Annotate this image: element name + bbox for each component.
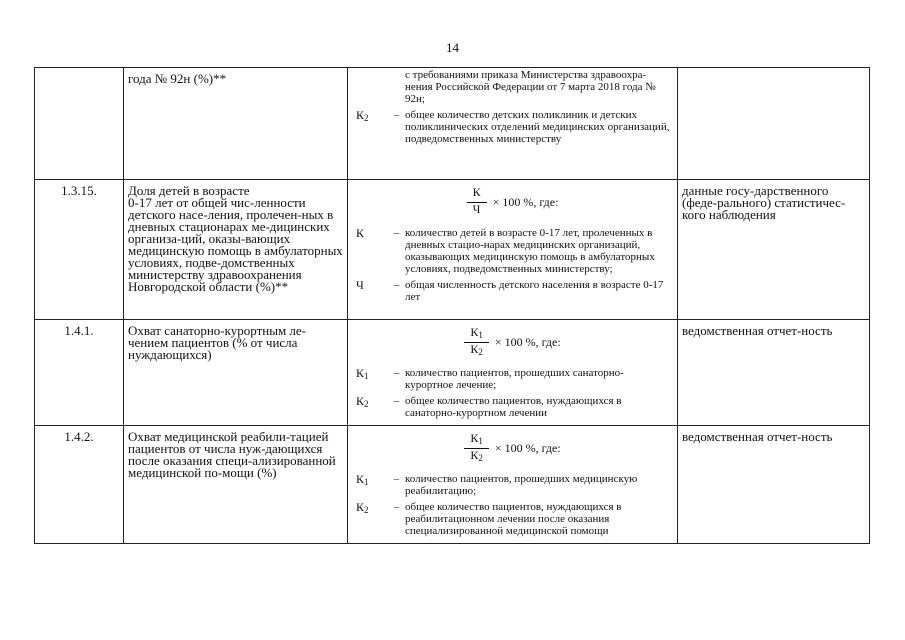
variable-definitions (354, 473, 671, 537)
page-number: 14 (446, 40, 459, 55)
variable-symbol (354, 279, 388, 303)
variable-subscript: 1 (364, 477, 369, 487)
formula-tail: × 100 %, где: (494, 441, 561, 455)
variable-letter: К (356, 500, 365, 514)
variable-letter: К (356, 366, 365, 380)
definition-dash: – (393, 395, 400, 407)
variable-symbol (354, 395, 388, 419)
definition-dash: – (393, 279, 400, 291)
definition-dash: – (393, 473, 400, 485)
variable-letter: К (356, 108, 365, 122)
table-row (35, 320, 870, 426)
numerator-symbol: К (470, 431, 479, 445)
definition-dash: – (393, 367, 400, 379)
numerator-subscript: 1 (478, 330, 483, 340)
calculation-method (348, 320, 678, 426)
formula-tail: × 100 %, где: (492, 195, 559, 209)
fraction (467, 186, 487, 219)
variable-symbol (354, 227, 388, 275)
variable-subscript: 2 (364, 505, 369, 515)
variable-letter: К (356, 226, 365, 240)
definition-dash: – (393, 109, 400, 121)
numerator (467, 186, 487, 203)
data-source (678, 68, 870, 180)
numerator (464, 432, 489, 449)
data-source: ведомственная отчет-ность (678, 426, 870, 544)
definition-text: количество детей в возрасте 0-17 лет, пролеченных в дневных стацио-нарах медицинских организаций, оказывающих медицинскую помощь в амбулаторных условиях, подведомственных министерству; (405, 227, 655, 275)
numerator-symbol: К (472, 185, 481, 199)
row-number: 1.4.2. (35, 426, 124, 544)
calculation-method (348, 180, 678, 320)
denominator (470, 449, 483, 465)
variable-letter: К (356, 472, 365, 486)
indicator-name: Охват санаторно-курортным ле-чением пациентов (% от числа нуждающихся) (124, 320, 348, 426)
denominator-symbol: К (470, 448, 479, 462)
row-number: 1.3.15. (35, 180, 124, 320)
denominator-symbol: К (470, 342, 479, 356)
table-row (35, 426, 870, 544)
calculation-method (348, 68, 678, 180)
denominator (470, 343, 483, 359)
variable-subscript: 2 (364, 113, 369, 123)
method-text: с требованиями приказа Министерства здравоохра- нения Российской Федерации от 7 марта 2018 года № 92н; (405, 69, 656, 105)
variable-symbol (354, 473, 388, 497)
indicator-name: Доля детей в возрасте 0-17 лет от общей чис-ленности детского насе-ления, пролечен-ных в дневных стационарах ме-дицинских организа-ций, оказы-вающих медицинскую помощь в амбулаторных условиях, подве-домственных министерству здравоохранения Новгородской области (%)** (124, 180, 348, 320)
denominator-subscript: 2 (478, 347, 483, 357)
denominator-subscript: 2 (478, 453, 483, 463)
variable-definitions (354, 227, 671, 303)
variable-definitions (354, 109, 671, 145)
table-row (35, 68, 870, 180)
variable-letter: Ч (356, 278, 364, 292)
denominator-symbol: Ч (472, 202, 481, 216)
definition-dash: – (393, 501, 400, 513)
denominator (473, 203, 481, 219)
definition-text: общая численность детского населения в возрасте 0-17 лет (405, 279, 664, 303)
row-number: 1.4.1. (35, 320, 124, 426)
variable-symbol (354, 501, 388, 537)
definition-dash: – (393, 227, 400, 239)
data-source: данные госу-дарственного (феде-рального) статистичес-кого наблюдения (678, 180, 870, 320)
formula (354, 426, 671, 473)
calculation-method (348, 426, 678, 544)
numerator (464, 326, 489, 343)
row-number (35, 68, 124, 180)
formula (354, 320, 671, 367)
definition-text: общее количество пациентов, нуждающихся в реабилитационном лечении после оказания специализированной медицинской помощи (405, 501, 622, 537)
variable-symbol (354, 109, 388, 145)
indicator-name: Охват медицинской реабили-тацией пациентов от числа нуж-дающихся после оказания специ-ализированной медицинской по-мощи (%) (124, 426, 348, 544)
data-source: ведомственная отчет-ность (678, 320, 870, 426)
table-row (35, 180, 870, 320)
indicators-table (34, 67, 870, 544)
variable-subscript: 1 (364, 371, 369, 381)
fraction (464, 326, 489, 359)
variable-letter: К (356, 394, 365, 408)
definition-text: количество пациентов, прошедших медицинскую реабилитацию; (405, 473, 638, 497)
indicator-name: года № 92н (%)** (124, 68, 348, 180)
variable-symbol (354, 367, 388, 391)
variable-definitions (354, 367, 671, 419)
definition-text: общее количество детских поликлиник и детских поликлинических отделений медицинских организаций, подведомственных министерству (405, 109, 670, 145)
fraction (464, 432, 489, 465)
numerator-subscript: 1 (478, 436, 483, 446)
variable-subscript: 2 (364, 399, 369, 409)
formula-tail: × 100 %, где: (494, 335, 561, 349)
formula (354, 180, 671, 227)
definition-text: количество пациентов, прошедших санаторно-курортное лечение; (405, 367, 624, 391)
numerator-symbol: К (470, 325, 479, 339)
definition-text: общее количество пациентов, нуждающихся в санаторно-курортном лечении (405, 395, 622, 419)
